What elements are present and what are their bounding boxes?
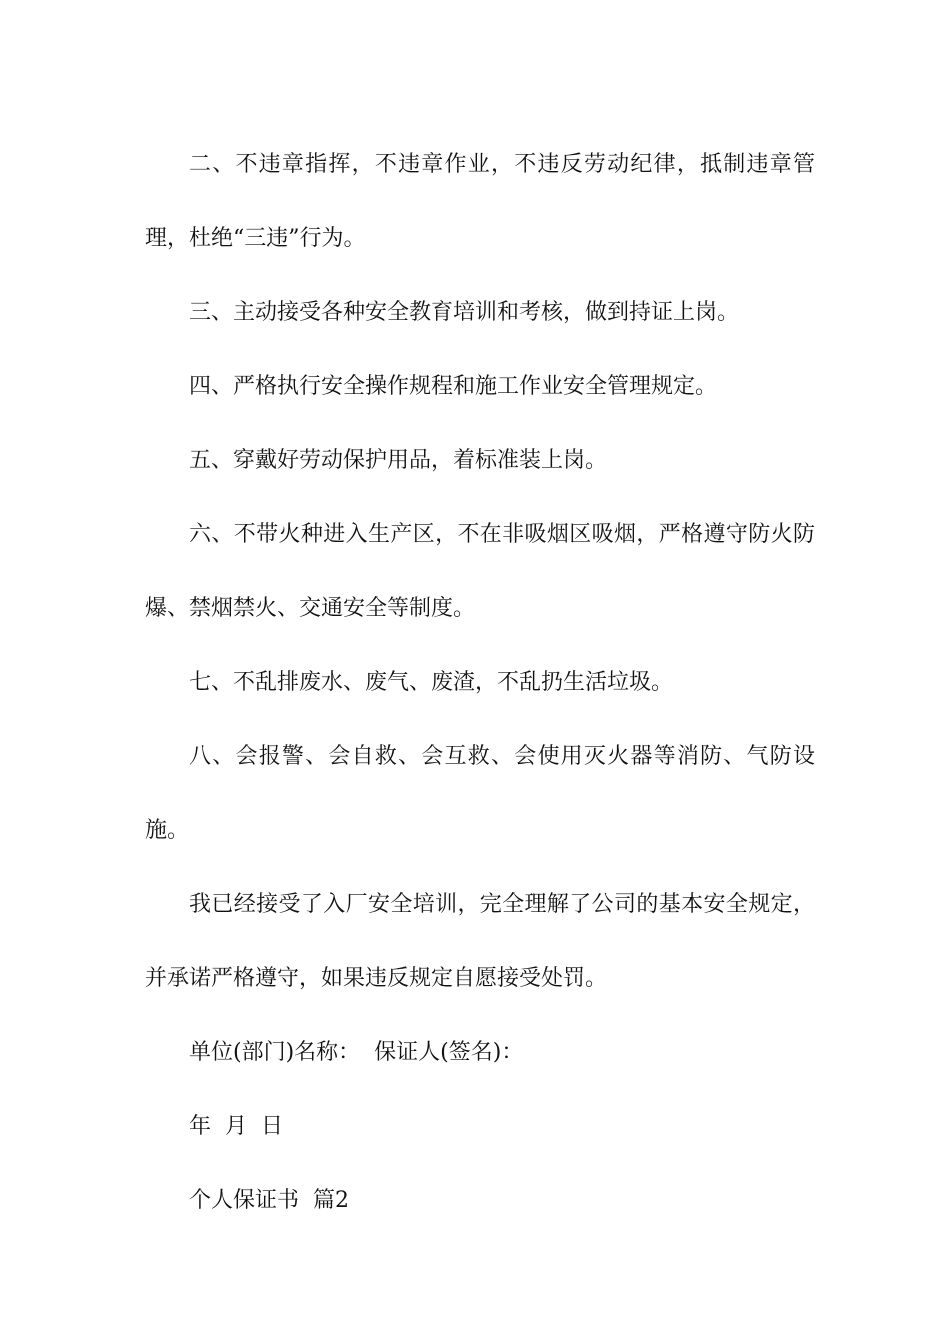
document-body bbox=[145, 128, 815, 1238]
clause-8: 八、会报警、会自救、会互救、会使用灭火器等消防、气防设施。 bbox=[145, 744, 815, 843]
section-heading: 个人保证书 篇2 bbox=[189, 1188, 349, 1213]
clause-4: 四、严格执行安全操作规程和施工作业安全管理规定。 bbox=[189, 374, 718, 399]
clause-5: 五、穿戴好劳动保护用品，着标准装上岗。 bbox=[189, 448, 608, 473]
clause-3: 三、主动接受各种安全教育培训和考核，做到持证上岗。 bbox=[189, 300, 740, 325]
commitment-statement: 我已经接受了入厂安全培训，完全理解了公司的基本安全规定，并承诺严格遵守，如果违反规定自愿接受处罚。 bbox=[145, 892, 815, 991]
clause-6: 六、不带火种进入生产区，不在非吸烟区吸烟，严格遵守防火防爆、禁烟禁火、交通安全等制度。 bbox=[145, 522, 815, 621]
clause-7: 七、不乱排废水、废气、废渣，不乱扔生活垃圾。 bbox=[189, 670, 674, 695]
date-line: 年 月 日 bbox=[189, 1114, 283, 1139]
signature-line: 单位(部门)名称： 保证人(签名)： bbox=[189, 1040, 524, 1065]
clause-2: 二、不违章指挥，不违章作业，不违反劳动纪律，抵制违章管理，杜绝“三违”行为。 bbox=[145, 152, 815, 251]
